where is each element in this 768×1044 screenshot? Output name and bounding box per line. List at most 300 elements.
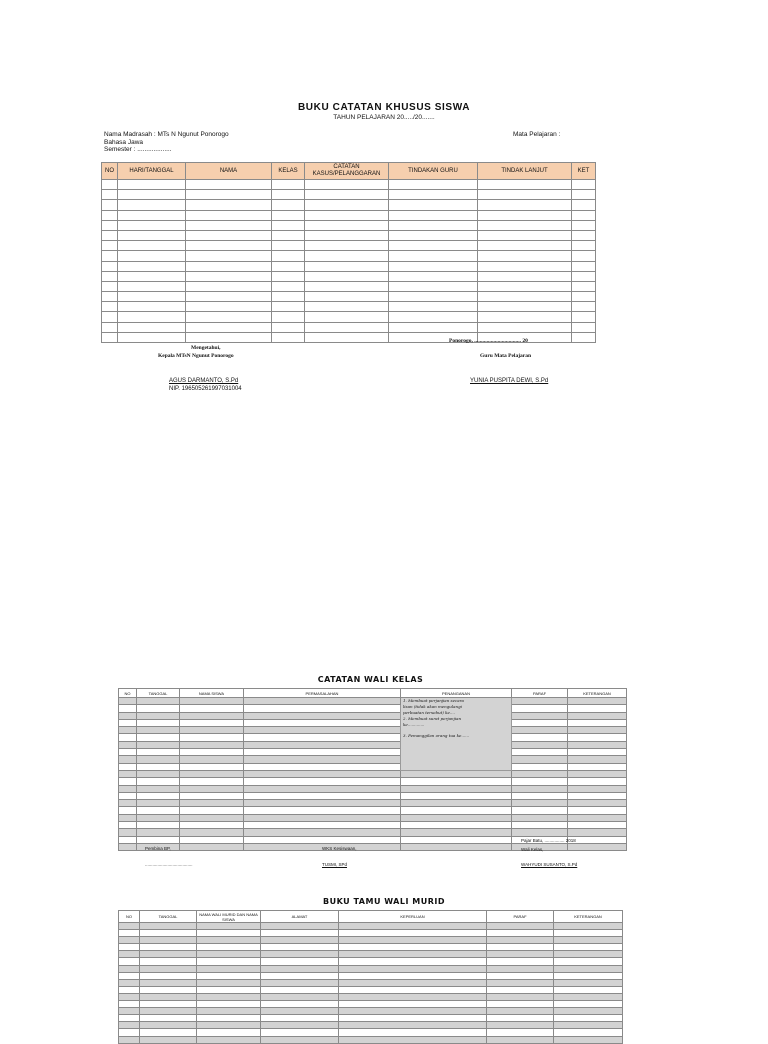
table-cell[interactable]: [180, 734, 244, 741]
table-cell[interactable]: [568, 712, 627, 719]
table-cell[interactable]: [487, 923, 554, 930]
table-cell[interactable]: [272, 200, 305, 210]
table-cell[interactable]: [119, 1029, 140, 1036]
table-cell[interactable]: [102, 302, 118, 312]
table-cell[interactable]: [137, 698, 180, 705]
table-cell[interactable]: [572, 312, 596, 322]
table-cell[interactable]: [305, 332, 389, 342]
table-cell[interactable]: [186, 190, 272, 200]
table-cell[interactable]: [180, 814, 244, 821]
table-cell[interactable]: [102, 322, 118, 332]
table-cell[interactable]: [272, 261, 305, 271]
table-cell[interactable]: [478, 312, 572, 322]
table-cell[interactable]: [305, 292, 389, 302]
table-cell[interactable]: [389, 312, 478, 322]
table-cell[interactable]: [568, 749, 627, 756]
table-cell[interactable]: [186, 332, 272, 342]
table-cell[interactable]: [305, 230, 389, 240]
table-cell[interactable]: [272, 292, 305, 302]
table-cell[interactable]: [487, 1015, 554, 1022]
table-cell[interactable]: [478, 261, 572, 271]
table-cell[interactable]: [478, 322, 572, 332]
table-cell[interactable]: [102, 261, 118, 271]
table-cell[interactable]: [339, 979, 487, 986]
table-cell[interactable]: [119, 1015, 140, 1022]
table-cell[interactable]: [119, 770, 137, 777]
table-cell[interactable]: [272, 332, 305, 342]
table-cell[interactable]: [118, 302, 186, 312]
table-cell[interactable]: [244, 705, 401, 712]
table-cell[interactable]: [554, 923, 623, 930]
table-cell[interactable]: [568, 822, 627, 829]
table-cell[interactable]: [339, 937, 487, 944]
table-cell[interactable]: [197, 937, 261, 944]
table-cell[interactable]: [102, 190, 118, 200]
table-cell[interactable]: [554, 951, 623, 958]
table-cell[interactable]: [487, 1022, 554, 1029]
table-cell[interactable]: [140, 1029, 197, 1036]
table-cell[interactable]: [119, 763, 137, 770]
table-cell[interactable]: [180, 741, 244, 748]
table-cell[interactable]: [197, 993, 261, 1000]
table-cell[interactable]: [119, 749, 137, 756]
table-cell[interactable]: [568, 800, 627, 807]
table-cell[interactable]: [197, 1022, 261, 1029]
table-cell[interactable]: [401, 814, 512, 821]
table-cell[interactable]: [244, 785, 401, 792]
table-cell[interactable]: [339, 1015, 487, 1022]
table-cell[interactable]: [261, 972, 339, 979]
table-cell[interactable]: [487, 986, 554, 993]
table-cell[interactable]: [339, 1008, 487, 1015]
table-cell[interactable]: [554, 986, 623, 993]
table-cell[interactable]: [261, 993, 339, 1000]
table-cell[interactable]: [119, 719, 137, 726]
table-cell[interactable]: [272, 251, 305, 261]
table-cell[interactable]: [305, 312, 389, 322]
table-cell[interactable]: [140, 1001, 197, 1008]
table-cell[interactable]: [487, 951, 554, 958]
table-cell[interactable]: [572, 190, 596, 200]
table-cell[interactable]: [186, 281, 272, 291]
table-cell[interactable]: [180, 705, 244, 712]
table-cell[interactable]: [119, 756, 137, 763]
table-cell[interactable]: [554, 972, 623, 979]
table-cell[interactable]: [261, 1036, 339, 1043]
table-cell[interactable]: [339, 986, 487, 993]
table-cell[interactable]: [140, 979, 197, 986]
table-cell[interactable]: [118, 271, 186, 281]
table-cell[interactable]: [554, 1029, 623, 1036]
table-cell[interactable]: [102, 251, 118, 261]
table-cell[interactable]: [512, 800, 568, 807]
table-cell[interactable]: [305, 261, 389, 271]
table-cell[interactable]: [102, 241, 118, 251]
table-cell[interactable]: [554, 1008, 623, 1015]
table-cell[interactable]: [261, 937, 339, 944]
table-cell[interactable]: [180, 698, 244, 705]
table-cell[interactable]: [272, 241, 305, 251]
table-cell[interactable]: [197, 1008, 261, 1015]
table-cell[interactable]: [389, 251, 478, 261]
table-cell[interactable]: [118, 292, 186, 302]
table-cell[interactable]: [244, 807, 401, 814]
table-cell[interactable]: [186, 180, 272, 190]
table-cell[interactable]: [512, 829, 568, 836]
table-cell[interactable]: [339, 965, 487, 972]
table-cell[interactable]: [119, 785, 137, 792]
table-cell[interactable]: [568, 829, 627, 836]
table-cell[interactable]: [261, 944, 339, 951]
table-cell[interactable]: [119, 778, 137, 785]
table-cell[interactable]: [244, 792, 401, 799]
table-cell[interactable]: [180, 792, 244, 799]
table-cell[interactable]: [137, 822, 180, 829]
table-cell[interactable]: [137, 807, 180, 814]
table-cell[interactable]: [305, 220, 389, 230]
table-cell[interactable]: [305, 241, 389, 251]
table-cell[interactable]: [119, 1008, 140, 1015]
table-cell[interactable]: [180, 763, 244, 770]
table-cell[interactable]: [186, 241, 272, 251]
table-cell[interactable]: [180, 829, 244, 836]
table-cell[interactable]: [244, 741, 401, 748]
table-cell[interactable]: [119, 965, 140, 972]
table-cell[interactable]: [140, 1036, 197, 1043]
table-cell[interactable]: [478, 292, 572, 302]
table-cell[interactable]: [339, 1001, 487, 1008]
table-cell[interactable]: [401, 829, 512, 836]
table-cell[interactable]: [119, 937, 140, 944]
table-cell[interactable]: [401, 836, 512, 843]
table-cell[interactable]: [119, 792, 137, 799]
table-cell[interactable]: [512, 785, 568, 792]
table-cell[interactable]: [186, 230, 272, 240]
table-cell[interactable]: [119, 836, 137, 843]
table-cell[interactable]: [118, 210, 186, 220]
table-cell[interactable]: [119, 712, 137, 719]
table-cell[interactable]: [389, 322, 478, 332]
table-cell[interactable]: [119, 1022, 140, 1029]
table-cell[interactable]: [118, 281, 186, 291]
table-cell[interactable]: [244, 814, 401, 821]
table-cell[interactable]: [261, 986, 339, 993]
table-cell[interactable]: [186, 220, 272, 230]
table-cell[interactable]: [572, 322, 596, 332]
table-cell[interactable]: [572, 200, 596, 210]
table-cell[interactable]: [102, 332, 118, 342]
table-cell[interactable]: [119, 822, 137, 829]
table-cell[interactable]: [261, 1015, 339, 1022]
table-cell[interactable]: [261, 951, 339, 958]
table-cell[interactable]: [272, 230, 305, 240]
table-cell[interactable]: [119, 993, 140, 1000]
table-cell[interactable]: [186, 200, 272, 210]
table-cell[interactable]: [119, 1001, 140, 1008]
table-cell[interactable]: [102, 281, 118, 291]
table-cell[interactable]: [180, 756, 244, 763]
table-cell[interactable]: [554, 1022, 623, 1029]
table-cell[interactable]: [401, 807, 512, 814]
table-cell[interactable]: [119, 986, 140, 993]
table-cell[interactable]: [180, 770, 244, 777]
table-cell[interactable]: [568, 807, 627, 814]
table-cell[interactable]: [244, 734, 401, 741]
table-cell[interactable]: [180, 712, 244, 719]
table-cell[interactable]: [512, 814, 568, 821]
table-cell[interactable]: [137, 727, 180, 734]
table-cell[interactable]: [197, 1036, 261, 1043]
table-cell[interactable]: [244, 763, 401, 770]
table-cell[interactable]: [180, 749, 244, 756]
table-cell[interactable]: [478, 302, 572, 312]
table-cell[interactable]: [119, 843, 137, 850]
table-cell[interactable]: [572, 292, 596, 302]
table-cell[interactable]: [186, 251, 272, 261]
table-cell[interactable]: [197, 986, 261, 993]
table-cell[interactable]: [137, 763, 180, 770]
table-cell[interactable]: [180, 785, 244, 792]
table-cell[interactable]: [478, 281, 572, 291]
table-cell[interactable]: [554, 937, 623, 944]
table-cell[interactable]: [305, 322, 389, 332]
table-cell[interactable]: [261, 923, 339, 930]
table-cell[interactable]: [339, 930, 487, 937]
table-cell[interactable]: [401, 778, 512, 785]
table-cell[interactable]: [389, 230, 478, 240]
table-cell[interactable]: [305, 210, 389, 220]
table-cell[interactable]: [401, 792, 512, 799]
table-cell[interactable]: [118, 180, 186, 190]
table-cell[interactable]: [389, 180, 478, 190]
table-cell[interactable]: [272, 322, 305, 332]
table-cell[interactable]: [244, 778, 401, 785]
table-cell[interactable]: [140, 972, 197, 979]
table-cell[interactable]: [389, 281, 478, 291]
table-cell[interactable]: [572, 220, 596, 230]
table-cell[interactable]: [554, 1036, 623, 1043]
table-cell[interactable]: [137, 778, 180, 785]
table-cell[interactable]: [389, 210, 478, 220]
table-cell[interactable]: [272, 190, 305, 200]
table-cell[interactable]: [272, 210, 305, 220]
table-cell[interactable]: [568, 785, 627, 792]
table-cell[interactable]: [197, 951, 261, 958]
table-cell[interactable]: [512, 778, 568, 785]
table-cell[interactable]: [180, 843, 244, 850]
table-cell[interactable]: [272, 312, 305, 322]
table-cell[interactable]: [197, 979, 261, 986]
table-cell[interactable]: [339, 944, 487, 951]
table-cell[interactable]: [186, 271, 272, 281]
table-cell[interactable]: [339, 923, 487, 930]
table-cell[interactable]: [568, 719, 627, 726]
table-cell[interactable]: [140, 930, 197, 937]
table-cell[interactable]: [186, 261, 272, 271]
table-cell[interactable]: [339, 993, 487, 1000]
table-cell[interactable]: [554, 958, 623, 965]
table-cell[interactable]: [478, 190, 572, 200]
table-cell[interactable]: [137, 705, 180, 712]
table-cell[interactable]: [261, 1001, 339, 1008]
table-cell[interactable]: [118, 220, 186, 230]
table-cell[interactable]: [140, 944, 197, 951]
table-cell[interactable]: [554, 1015, 623, 1022]
table-cell[interactable]: [305, 302, 389, 312]
table-cell[interactable]: [572, 281, 596, 291]
table-cell[interactable]: [272, 302, 305, 312]
table-cell[interactable]: [568, 741, 627, 748]
table-cell[interactable]: [244, 719, 401, 726]
table-cell[interactable]: [244, 756, 401, 763]
table-cell[interactable]: [512, 719, 568, 726]
table-cell[interactable]: [389, 271, 478, 281]
table-cell[interactable]: [140, 965, 197, 972]
table-cell[interactable]: [401, 822, 512, 829]
table-cell[interactable]: [478, 220, 572, 230]
table-cell[interactable]: [572, 251, 596, 261]
table-cell[interactable]: [119, 944, 140, 951]
table-cell[interactable]: [512, 698, 568, 705]
table-cell[interactable]: [512, 712, 568, 719]
table-cell[interactable]: [244, 727, 401, 734]
table-cell[interactable]: [389, 200, 478, 210]
table-cell[interactable]: [102, 230, 118, 240]
table-cell[interactable]: [119, 800, 137, 807]
table-cell[interactable]: [140, 1008, 197, 1015]
table-cell[interactable]: [487, 937, 554, 944]
table-cell[interactable]: [244, 836, 401, 843]
table-cell[interactable]: [568, 756, 627, 763]
table-cell[interactable]: [487, 958, 554, 965]
table-cell[interactable]: [140, 923, 197, 930]
table-cell[interactable]: [186, 210, 272, 220]
table-cell[interactable]: [197, 965, 261, 972]
table-cell[interactable]: [512, 705, 568, 712]
table-cell[interactable]: [197, 944, 261, 951]
table-cell[interactable]: [512, 727, 568, 734]
table-cell[interactable]: [568, 727, 627, 734]
table-cell[interactable]: [401, 770, 512, 777]
table-cell[interactable]: [244, 698, 401, 705]
table-cell[interactable]: [261, 1008, 339, 1015]
table-cell[interactable]: [137, 741, 180, 748]
table-cell[interactable]: [180, 727, 244, 734]
table-cell[interactable]: [137, 829, 180, 836]
table-cell[interactable]: [137, 814, 180, 821]
table-cell[interactable]: [137, 719, 180, 726]
table-cell[interactable]: [487, 944, 554, 951]
table-cell[interactable]: [572, 271, 596, 281]
table-cell[interactable]: [119, 930, 140, 937]
table-cell[interactable]: [119, 979, 140, 986]
table-cell[interactable]: [487, 965, 554, 972]
table-cell[interactable]: [180, 836, 244, 843]
table-cell[interactable]: [137, 800, 180, 807]
table-cell[interactable]: [118, 241, 186, 251]
table-cell[interactable]: [478, 210, 572, 220]
table-cell[interactable]: [305, 251, 389, 261]
table-cell[interactable]: [568, 770, 627, 777]
table-cell[interactable]: [102, 210, 118, 220]
table-cell[interactable]: [180, 800, 244, 807]
table-cell[interactable]: [568, 778, 627, 785]
table-cell[interactable]: [119, 972, 140, 979]
table-cell[interactable]: [102, 271, 118, 281]
table-cell[interactable]: [554, 965, 623, 972]
table-cell[interactable]: [137, 785, 180, 792]
table-cell[interactable]: [140, 986, 197, 993]
table-cell[interactable]: [554, 993, 623, 1000]
table-cell[interactable]: [140, 1022, 197, 1029]
table-cell[interactable]: [401, 800, 512, 807]
table-cell[interactable]: [118, 261, 186, 271]
table-cell[interactable]: [389, 190, 478, 200]
table-cell[interactable]: [119, 734, 137, 741]
table-cell[interactable]: [137, 792, 180, 799]
table-cell[interactable]: [487, 1036, 554, 1043]
table-cell[interactable]: [568, 705, 627, 712]
table-cell[interactable]: [389, 302, 478, 312]
table-cell[interactable]: [261, 1029, 339, 1036]
table-cell[interactable]: [197, 958, 261, 965]
table-cell[interactable]: [487, 930, 554, 937]
table-cell[interactable]: [186, 322, 272, 332]
table-cell[interactable]: [137, 712, 180, 719]
table-cell[interactable]: [272, 271, 305, 281]
table-cell[interactable]: [180, 778, 244, 785]
table-cell[interactable]: [119, 741, 137, 748]
table-cell[interactable]: [568, 836, 627, 843]
table-cell[interactable]: [102, 200, 118, 210]
table-cell[interactable]: [137, 836, 180, 843]
table-cell[interactable]: [186, 312, 272, 322]
table-cell[interactable]: [572, 302, 596, 312]
table-cell[interactable]: [401, 785, 512, 792]
table-cell[interactable]: [197, 1015, 261, 1022]
table-cell[interactable]: [118, 200, 186, 210]
table-cell[interactable]: [197, 923, 261, 930]
table-cell[interactable]: [572, 261, 596, 271]
table-cell[interactable]: [244, 770, 401, 777]
table-cell[interactable]: [487, 1008, 554, 1015]
table-cell[interactable]: [197, 972, 261, 979]
table-cell[interactable]: [137, 734, 180, 741]
table-cell[interactable]: [389, 261, 478, 271]
table-cell[interactable]: [512, 763, 568, 770]
table-cell[interactable]: [244, 749, 401, 756]
table-cell[interactable]: [140, 993, 197, 1000]
table-cell[interactable]: [572, 241, 596, 251]
table-cell[interactable]: [180, 807, 244, 814]
table-cell[interactable]: [568, 734, 627, 741]
table-cell[interactable]: [272, 180, 305, 190]
table-cell[interactable]: [512, 792, 568, 799]
table-cell[interactable]: [118, 251, 186, 261]
table-cell[interactable]: [102, 220, 118, 230]
table-cell[interactable]: [478, 241, 572, 251]
table-cell[interactable]: [572, 332, 596, 342]
table-cell[interactable]: [487, 1001, 554, 1008]
table-cell[interactable]: [186, 292, 272, 302]
table-cell[interactable]: [554, 930, 623, 937]
table-cell[interactable]: [389, 292, 478, 302]
table-cell[interactable]: [119, 807, 137, 814]
table-cell[interactable]: [118, 190, 186, 200]
table-cell[interactable]: [137, 749, 180, 756]
table-cell[interactable]: [305, 190, 389, 200]
table-cell[interactable]: [180, 822, 244, 829]
